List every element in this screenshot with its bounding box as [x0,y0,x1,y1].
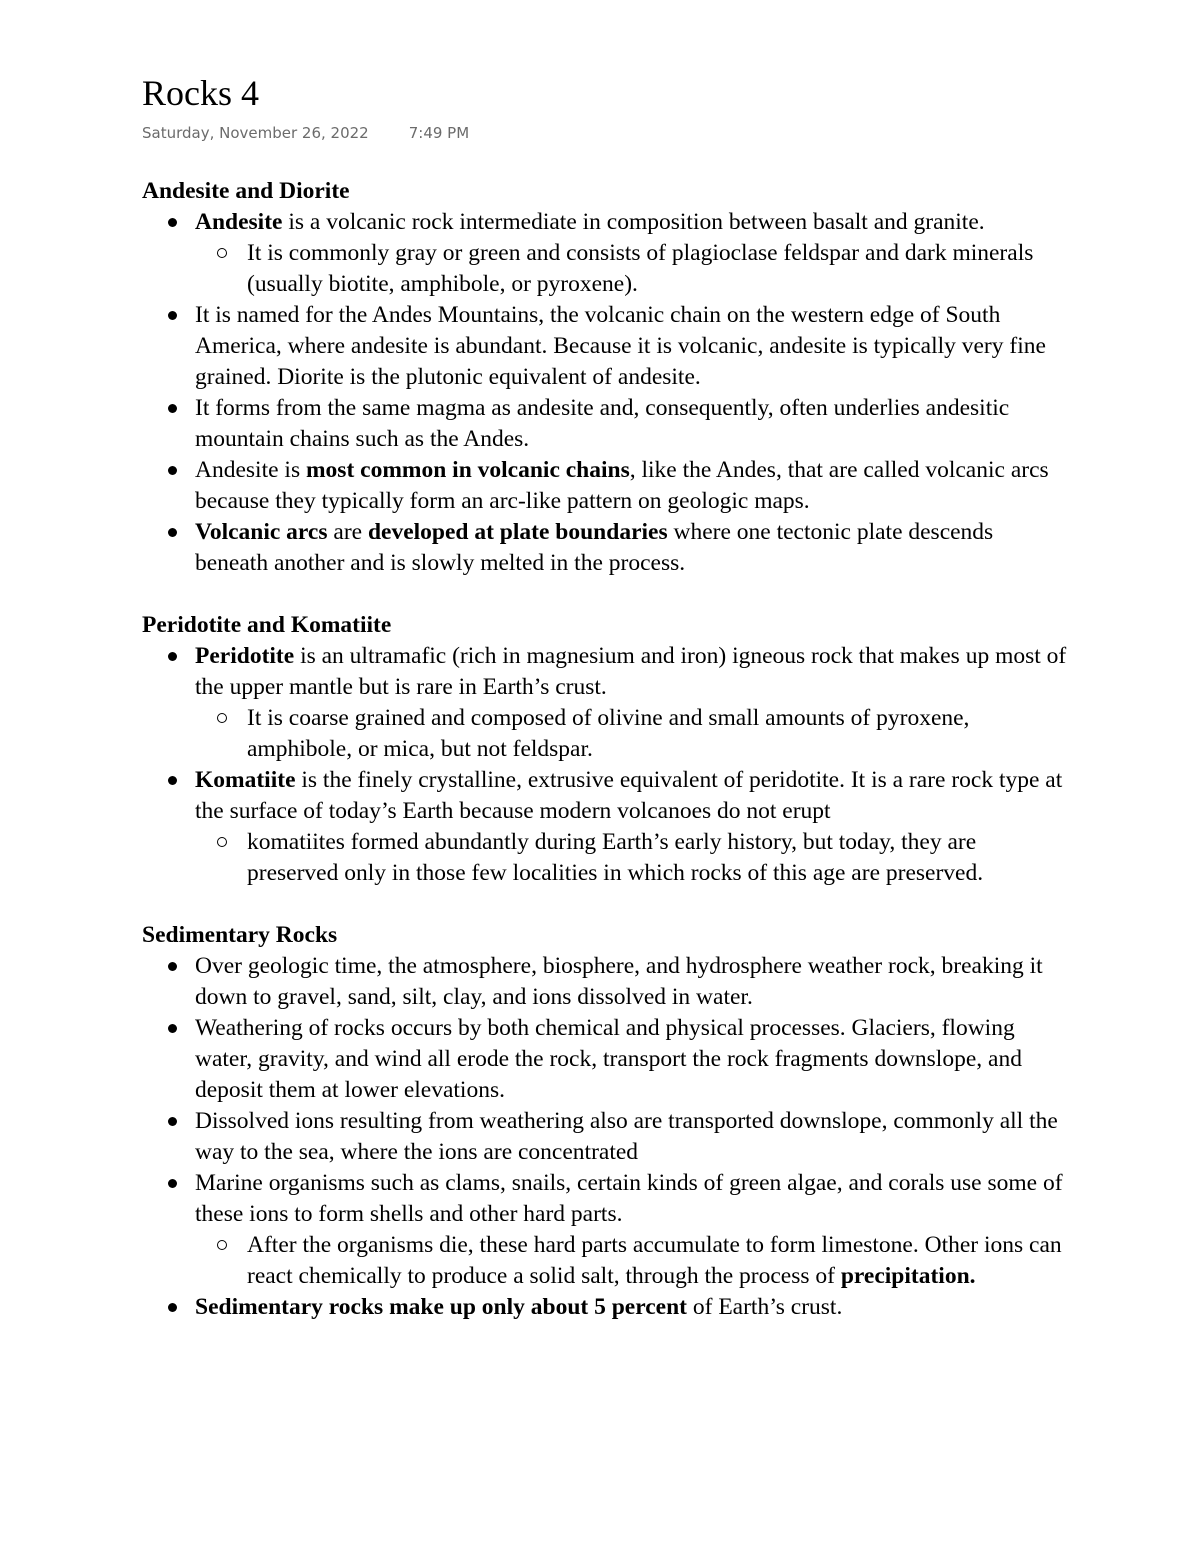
item-text: is the finely crystalline, extrusive equivalent of peridotite. It is a rare rock type at the surface of today’s Earth because modern volcanoes do not erupt [195,767,1063,824]
bold-term: most common in volcanic chains [305,457,630,483]
sub-bullet-list [195,827,1072,889]
item-text: It is named for the Andes Mountains, the volcanic chain on the western edge of South America, where andesite is abundant. Because it is volcanic, andesite is typically very fine grained. Diorite is the plutonic equivalent of andesite. [195,302,1046,390]
sub-list-item: komatiites formed abundantly during Earth’s early history, but today, they are preserved only in those few localities in which rocks of this age are preserved. [247,827,1072,889]
item-text: where one tectonic plate descends beneath another and is slowly melted in the process. [195,519,994,576]
sub-list-item [247,1230,1072,1292]
bold-term: Sedimentary rocks make up only about 5 percent [195,1294,687,1320]
list-item [195,517,1072,579]
item-text: Over geologic time, the atmosphere, biosphere, and hydrosphere weather rock, breaking it down to gravel, sand, silt, clay, and ions dissolved in water. [195,953,1043,1010]
bullet-list [142,951,1072,1323]
list-item [195,1168,1072,1292]
sub-list-item: It is coarse grained and composed of olivine and small amounts of pyroxene, amphibole, or mica, but not feldspar. [247,703,1072,765]
item-text: Dissolved ions resulting from weathering also are transported downslope, commonly all the way to the sea, where the ions are concentrated [195,1108,1058,1165]
bold-term: Andesite [195,209,283,235]
list-item [195,951,1072,1013]
section-sedimentary-rocks [142,920,1072,1323]
sub-bullet-list [195,1230,1072,1292]
bullet-list [142,207,1072,579]
item-text: of Earth’s crust. [687,1294,843,1320]
item-text: is an ultramafic (rich in magnesium and iron) igneous rock that makes up most of the upper mantle but is rare in Earth’s crust. [195,643,1067,700]
item-text: Weathering of rocks occurs by both chemical and physical processes. Glaciers, flowing water, gravity, and wind all erode the rock, transport the rock fragments downslope, and deposit them at lower elevations. [195,1015,1022,1103]
list-item [195,300,1072,393]
sub-list-item: It is commonly gray or green and consists of plagioclase feldspar and dark minerals (usually biotite, amphibole, or pyroxene). [247,238,1072,300]
list-item [195,765,1072,889]
item-text: Andesite is [195,457,306,483]
sub-bullet-list [195,238,1072,300]
note-body [142,176,1072,1354]
section-heading: Sedimentary Rocks [142,922,338,948]
bold-term: Komatiite [195,767,296,793]
section-heading: Peridotite and Komatiite [142,612,392,638]
bullet-list [142,641,1072,889]
item-text: is a volcanic rock intermediate in composition between basalt and granite. [282,209,985,235]
section-andesite-diorite [142,176,1072,579]
note-date: Saturday, November 26, 2022 [142,124,369,142]
section-peridotite-komatiite [142,610,1072,889]
item-text: It forms from the same magma as andesite and, consequently, often underlies andesitic mountain chains such as the Andes. [195,395,1010,452]
bold-term: developed at plate boundaries [367,519,668,545]
note-time: 7:49 PM [408,124,470,142]
list-item [195,207,1072,300]
list-item [195,641,1072,765]
note-timestamp [142,122,469,144]
item-text: are [327,519,368,545]
list-item [195,1013,1072,1106]
item-text: Marine organisms such as clams, snails, certain kinds of green algae, and corals use some of these ions to form shells and other hard parts. [195,1170,1063,1227]
page-title: Rocks 4 [142,73,259,113]
item-text: After the organisms die, these hard parts accumulate to form limestone. Other ions can react chemically to produce a solid salt, through the process of [247,1232,1062,1289]
section-heading: Andesite and Diorite [142,178,350,204]
bold-term: Volcanic arcs [195,519,328,545]
list-item [195,1106,1072,1168]
list-item [195,1292,1072,1323]
list-item [195,455,1072,517]
item-text: , like the Andes, that are called volcanic arcs because they typically form an arc-like pattern on geologic maps. [195,457,1049,514]
list-item [195,393,1072,455]
bold-term: precipitation. [840,1263,976,1289]
bold-term: Peridotite [195,643,295,669]
sub-bullet-list [195,703,1072,765]
